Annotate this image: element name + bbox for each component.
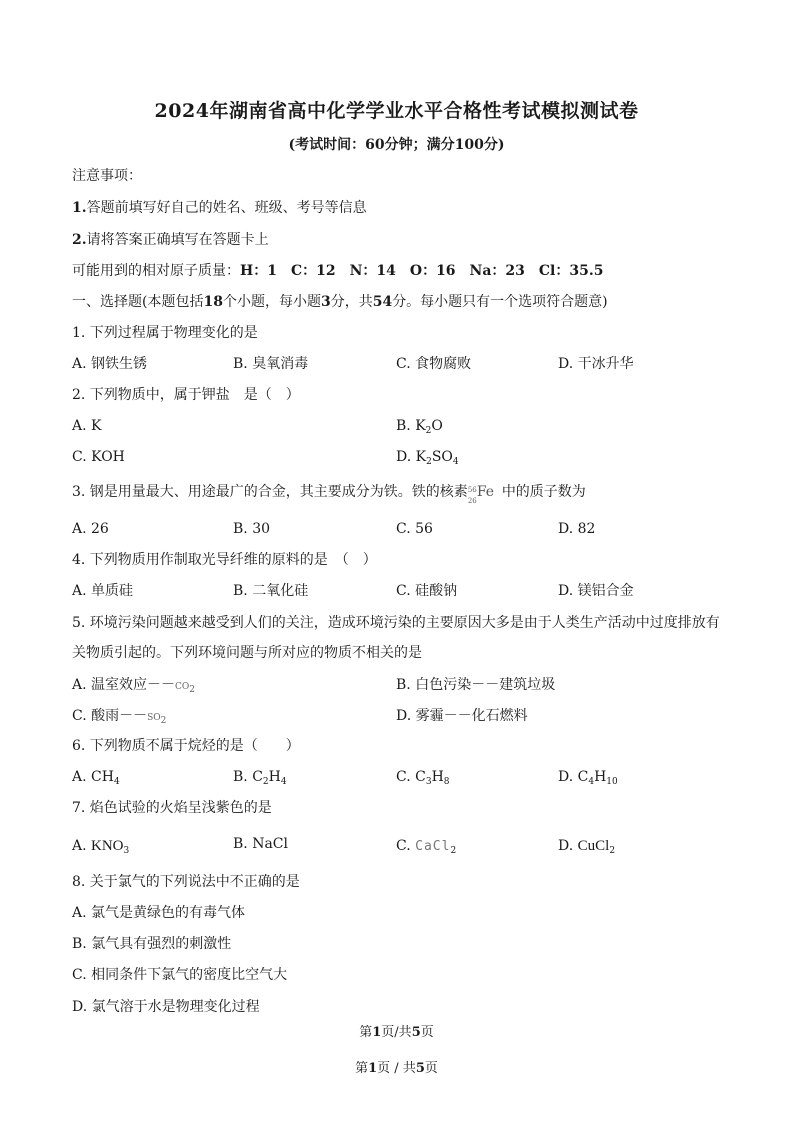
q2-option-d <box>396 447 459 467</box>
fi-mid: 页/共 <box>381 1025 412 1040</box>
q6-b-mid: H <box>268 769 281 785</box>
fe-nuclide-symbol <box>467 483 502 505</box>
q6-a-sub: 4 <box>113 777 120 787</box>
q7-option-b: B. NaCl <box>233 836 288 852</box>
q8-option-b: B. 氯气具有强烈的刺激性 <box>72 936 232 952</box>
q5-a-pre: A. 温室效应－－ <box>72 677 176 693</box>
page-footer-inner <box>0 1021 793 1040</box>
q7-c-label: C. <box>396 838 411 854</box>
atomic-masses-values: H：1 C：12 N：14 O：16 Na：23 Cl：35.5 <box>240 263 604 279</box>
note-2-text: 请将答案正确填写在答题卡上 <box>86 232 269 248</box>
q5-c-chem: SO <box>147 713 161 723</box>
q4-option-b: B. 二氧化硅 <box>233 583 309 599</box>
q7-c-chem: CaCl <box>415 839 451 854</box>
q1-option-b: B. 臭氧消毒 <box>233 356 309 372</box>
fo-mid: 页 / 共 <box>377 1061 416 1076</box>
nuclide-z: 26 <box>467 497 477 505</box>
subtitle-time: 60 <box>365 137 385 153</box>
q7-d-sub: 2 <box>609 846 616 856</box>
q4-stem: 4. 下列物质用作制取光导纤维的原料的是 （ ） <box>72 552 377 568</box>
notes-heading: 注意事项： <box>72 168 142 184</box>
nuclide-sym: Fe <box>476 484 495 500</box>
note-1-text: 答题前填写好自己的姓名、班级、考号等信息 <box>86 200 367 216</box>
q6-option-a <box>72 767 120 787</box>
q2-b-pre: B. K <box>396 418 426 434</box>
page-footer-outer <box>0 1057 793 1076</box>
q2-b-sub: 2 <box>425 426 432 436</box>
q7-option-c <box>396 836 456 857</box>
q6-b-sub2: 4 <box>280 777 287 787</box>
section-text-c: 分，共 <box>330 294 373 310</box>
q3-stem <box>72 482 586 505</box>
q6-c-mid: H <box>431 769 444 785</box>
q6-d-sub2: 10 <box>606 777 618 787</box>
section-text-b: 个小题，每小题 <box>222 294 321 310</box>
q5-stem-line1: 5. 环境污染问题越来越受到人们的关注，造成环境污染的主要原因大多是由于人类生产活动中过度排放有 <box>72 615 720 631</box>
q7-d-chem: CuCl <box>577 838 610 854</box>
q1-option-a: A. 钢铁生锈 <box>72 356 148 372</box>
q6-c-sub1: 3 <box>425 777 432 787</box>
q6-stem: 6. 下列物质不属于烷烃的是（ ） <box>72 738 300 754</box>
q3-stem-pre: 3. 钢是用量最大、用途最广的合金，其主要成分为铁。铁的核素 <box>72 484 468 500</box>
section-text-d: 分。每小题只有一个选项符合题意) <box>392 294 608 310</box>
q5-option-a <box>72 675 195 697</box>
note-2 <box>72 230 269 250</box>
section-heading <box>72 292 608 312</box>
fi-post: 页 <box>420 1025 434 1040</box>
q8-option-c: C. 相同条件下氯气的密度比空气大 <box>72 967 288 983</box>
q3-option-a: A. 26 <box>72 521 109 537</box>
title-year: 2024 <box>154 100 210 122</box>
subtitle-post: 分) <box>483 137 505 153</box>
q7-d-label: D. <box>558 838 574 854</box>
q8-stem: 8. 关于氯气的下列说法中不正确的是 <box>72 874 300 890</box>
q2-option-a: A. K <box>72 418 102 434</box>
atomic-masses-label: 可能用到的相对原子质量： <box>72 263 240 279</box>
fo-post: 页 <box>424 1061 438 1076</box>
exam-title <box>0 96 793 123</box>
q8-option-a: A. 氯气是黄绿色的有毒气体 <box>72 905 246 921</box>
fi-total: 5 <box>411 1025 421 1040</box>
q7-stem: 7. 焰色试验的火焰呈浅紫色的是 <box>72 800 272 816</box>
note-1 <box>72 198 367 218</box>
q6-a-pre: A. CH <box>72 769 114 785</box>
q6-b-sub1: 2 <box>262 777 269 787</box>
q6-option-b <box>233 767 287 787</box>
q3-option-c: C. 56 <box>396 521 433 537</box>
q6-d-pre: D. C <box>558 769 589 785</box>
q2-option-b <box>396 416 443 436</box>
q4-option-d: D. 镁铝合金 <box>558 583 634 599</box>
q3-option-b: B. 30 <box>233 521 271 537</box>
fo-total: 5 <box>415 1061 425 1076</box>
q8-option-d: D. 氯气溶于水是物理变化过程 <box>72 999 260 1015</box>
q5-c-pre: C. 酸雨－－ <box>72 708 148 724</box>
q2-b-post: O <box>431 418 443 434</box>
q6-c-sub2: 8 <box>443 777 450 787</box>
q5-c-sub: 2 <box>160 716 167 726</box>
q7-a-chem: KNO <box>91 838 124 854</box>
q5-option-b: B. 白色污染－－建筑垃圾 <box>396 677 556 693</box>
q7-c-sub: 2 <box>450 846 457 856</box>
section-total: 54 <box>372 294 393 310</box>
subtitle-pre: (考试时间： <box>288 137 366 153</box>
note-1-num: 1. <box>72 200 87 216</box>
exam-subtitle <box>0 134 793 154</box>
note-2-num: 2. <box>72 232 87 248</box>
fo-page: 1 <box>368 1061 378 1076</box>
q4-option-a: A. 单质硅 <box>72 583 134 599</box>
q4-option-c: C. 硅酸钠 <box>396 583 458 599</box>
title-text: 年湖南省高中化学学业水平合格性考试模拟测试卷 <box>209 100 639 122</box>
section-text-a: 一、选择题(本题包括 <box>72 294 204 310</box>
q1-option-c: C. 食物腐败 <box>396 356 472 372</box>
q5-a-chem: CO <box>175 682 190 692</box>
q2-stem: 2. 下列物质中，属于钾盐 是（ ） <box>72 387 300 403</box>
q1-option-d: D. 干冰升华 <box>558 356 634 372</box>
q6-b-pre: B. C <box>233 769 263 785</box>
fo-pre: 第 <box>355 1061 369 1076</box>
q5-stem-line2: 关物质引起的。下列环境问题与所对应的物质不相关的是 <box>72 645 422 661</box>
q1-stem: 1. 下列过程属于物理变化的是 <box>72 325 258 341</box>
q6-option-c <box>396 767 450 787</box>
section-count: 18 <box>203 294 223 310</box>
subtitle-score: 100 <box>454 137 484 153</box>
nuclide-mass: 56 <box>467 486 477 494</box>
section-each: 3 <box>320 294 331 310</box>
q5-a-sub: 2 <box>189 685 196 695</box>
subtitle-mid: 分钟；满分 <box>384 137 455 153</box>
q6-c-pre: C. C <box>396 769 426 785</box>
q2-d-mid: SO <box>431 449 453 465</box>
fi-page: 1 <box>372 1025 382 1040</box>
q7-option-d <box>558 836 615 856</box>
atomic-masses <box>72 261 603 281</box>
q7-option-a <box>72 836 129 856</box>
q2-d-sub2: 4 <box>452 457 459 467</box>
q2-d-pre: D. K <box>396 449 427 465</box>
q5-option-c <box>72 706 166 728</box>
q6-option-d <box>558 767 618 787</box>
q5-option-d: D. 雾霾－－化石燃料 <box>396 708 528 724</box>
q2-option-c: C. KOH <box>72 449 125 465</box>
q3-option-d: D. 82 <box>558 521 596 537</box>
q7-a-sub: 3 <box>123 846 130 856</box>
fi-pre: 第 <box>359 1025 373 1040</box>
q6-d-mid: H <box>594 769 607 785</box>
q7-a-label: A. <box>72 838 87 854</box>
q3-stem-post: 中的质子数为 <box>501 484 586 500</box>
q2-d-sub1: 2 <box>426 457 432 467</box>
q6-d-sub1: 4 <box>588 777 595 787</box>
